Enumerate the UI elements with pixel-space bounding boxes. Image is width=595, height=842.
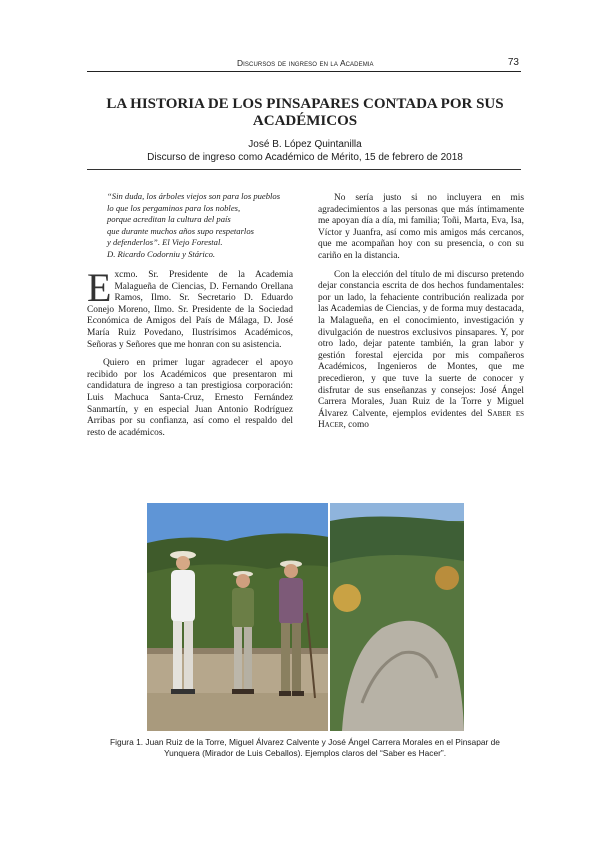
epigraph: [107, 191, 299, 261]
epigraph-line: lo que los pergaminos para los nobles,: [107, 202, 241, 213]
right-column: [318, 193, 524, 439]
epigraph-line: porque acreditan la cultura del país: [107, 214, 231, 225]
title-divider: [87, 169, 521, 170]
author-name: José B. López Quintanilla: [248, 139, 362, 150]
title-choice-text: Con la elección del título de mi discurso pretendo dejar constancia escrita de dos hechos fundamentales: por un lado, la fehaciente contribución realizada por las Academias de Ciencias, y de forma muy destacada, la Malagueña, en el conocimiento, investigación y divulgación de nuestros exclusivos pinsapares. Y, por otro lado, dejar patente también, la gran labor y gestión forestal ejercida por mis compañeros Académicos, Ingenieros de Montes, que me precedieron, y que tuve la suerte de conocer y disfrutar de sus enseñanzas y consejos: José Ángel Carrera Morales, Juan Ruiz de la Torre y Miguel Álvarez Calvente, ejemplos evidentes del: [318, 269, 524, 419]
article-title-line2: ACADÉMICOS: [252, 113, 358, 129]
article-subtitle: Discurso de ingreso como Académico de Mérito, 15 de febrero de 2018: [147, 152, 463, 163]
ground: [147, 693, 329, 731]
autumn-tree: [333, 584, 361, 612]
drop-cap: E: [87, 265, 112, 310]
opening-paragraph: [87, 265, 293, 351]
running-head: [87, 58, 521, 72]
running-head-title: Discursos de ingreso en la Academia: [237, 58, 374, 68]
left-column: [87, 265, 293, 446]
photo-illustration: [147, 503, 464, 731]
figure-caption: [90, 737, 520, 758]
epigraph-line: “Sin duda, los árboles viejos son para los pueblos: [107, 191, 281, 201]
article-title: [85, 96, 525, 130]
page-number: 73: [507, 57, 519, 68]
epigraph-line: D. Ricardo Codorniu y Stárico.: [107, 248, 216, 259]
epigraph-line: y defenderlos”. El Viejo Forestal.: [107, 237, 223, 248]
caption-line1: Figura 1. Juan Ruiz de la Torre, Miguel Álvarez Calvente y José Ángel Carrera Morales en el Pinsapar de: [110, 737, 500, 747]
opening-paragraph-text: xcmo. Sr. Presidente de la Academia Malagueña de Ciencias, D. Fernando Orellana Ramos, Ilmo. Sr. Secretario D. Eduardo Conejo Moreno, Ilmo. Sr. Presidente de la Sociedad Económica de Amigos del País de Málaga, D. José María Ruiz Povedano, Ilustrísimos Académicos, Señoras y Señores que me honran con su asistencia.: [87, 270, 293, 350]
figure-photo: [147, 503, 464, 731]
acknowledgement-paragraph: Quiero en primer lugar agradecer el apoyo recibido por los Académicos que presentaron mi candidatura de ingreso a tan prestigiosa corporación: Luis Machuca Santa-Cruz, Ernesto Fernández Sanmartín, y en especial Juan Antonio Rodríguez Arribas por su confianza, así como el respaldo del resto de académicos.: [87, 358, 293, 438]
family-paragraph: No sería justo si no incluyera en mis agradecimientos a las personas que más íntimamente me apoyan día a día, mi familia; Toñi, Marta, Eva, Isa, Víctor y Juanfra, así como mis amigos más cercanos, que me acompañan hoy con su presencia, o con su cariño en la distancia.: [318, 193, 524, 261]
caption-line2: Yunquera (Mirador de Luis Ceballos). Ejemplos claros del “Saber es Hacer”.: [163, 747, 447, 758]
saber-es-hacer-smallcaps: Saber es Hacer: [318, 408, 524, 431]
epigraph-line: que durante muchos años supo respetarlos: [107, 225, 254, 236]
autumn-tree: [435, 566, 459, 590]
title-choice-paragraph: [318, 270, 524, 432]
title-choice-tail: , como: [343, 420, 369, 431]
article-title-line1: LA HISTORIA DE LOS PINSAPARES CONTADA POR SUS: [106, 96, 504, 112]
